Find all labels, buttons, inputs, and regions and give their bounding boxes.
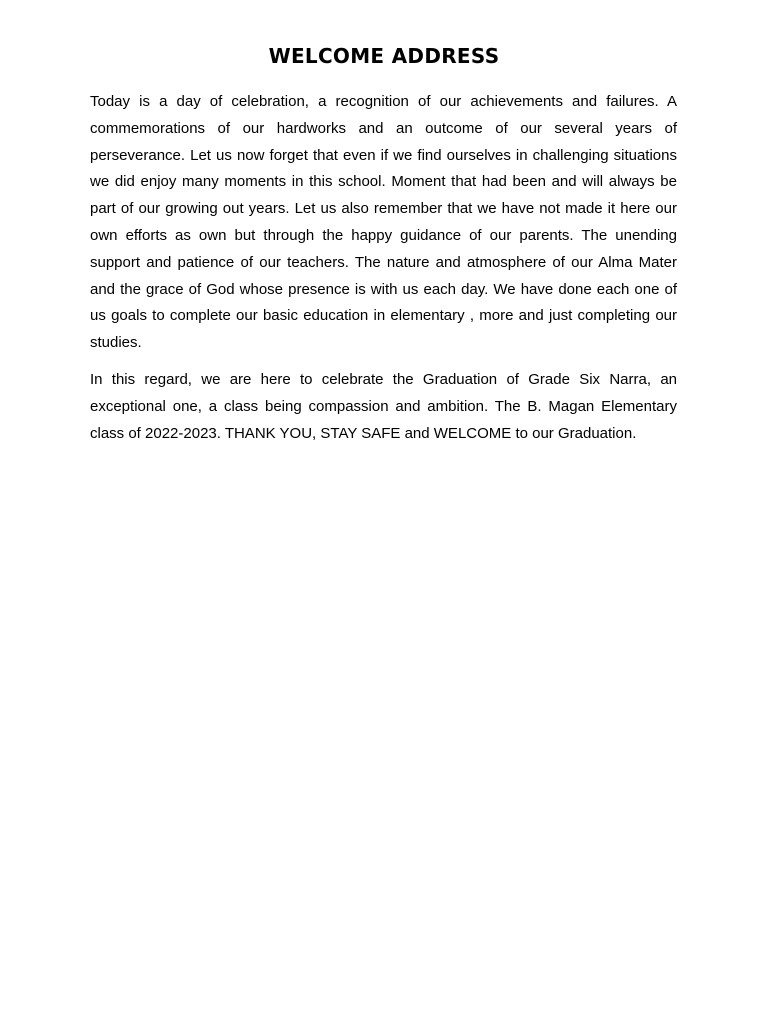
document-title: WELCOME ADDRESS bbox=[268, 44, 500, 68]
paragraph-celebration: Today is a day of celebration, a recognition of our achievements and failures. A commemorations of our hardworks and an outcome of our several years of perseverance. Let us now forget that even if we find ourselves in challenging situations we did enjoy many moments in this school. Moment that had been and will always be part of our growing out years. Let us also remember that we have not made it here our own efforts as own but through the happy guidance of our parents. The unending support and patience of our teachers. The nature and atmosphere of our Alma Mater and the grace of God whose presence is with us each day. We have done each one of us goals to complete our basic education in elementary , more and just completing our studies. bbox=[90, 93, 677, 352]
document-body bbox=[90, 89, 677, 457]
paragraph-graduation: In this regard, we are here to celebrate the Graduation of Grade Six Narra, an exceptional one, a class being compassion and ambition. The B. Magan Elementary class of 2022-2023. THANK YOU, STAY SAFE and WELCOME to our Graduation. bbox=[90, 370, 677, 442]
